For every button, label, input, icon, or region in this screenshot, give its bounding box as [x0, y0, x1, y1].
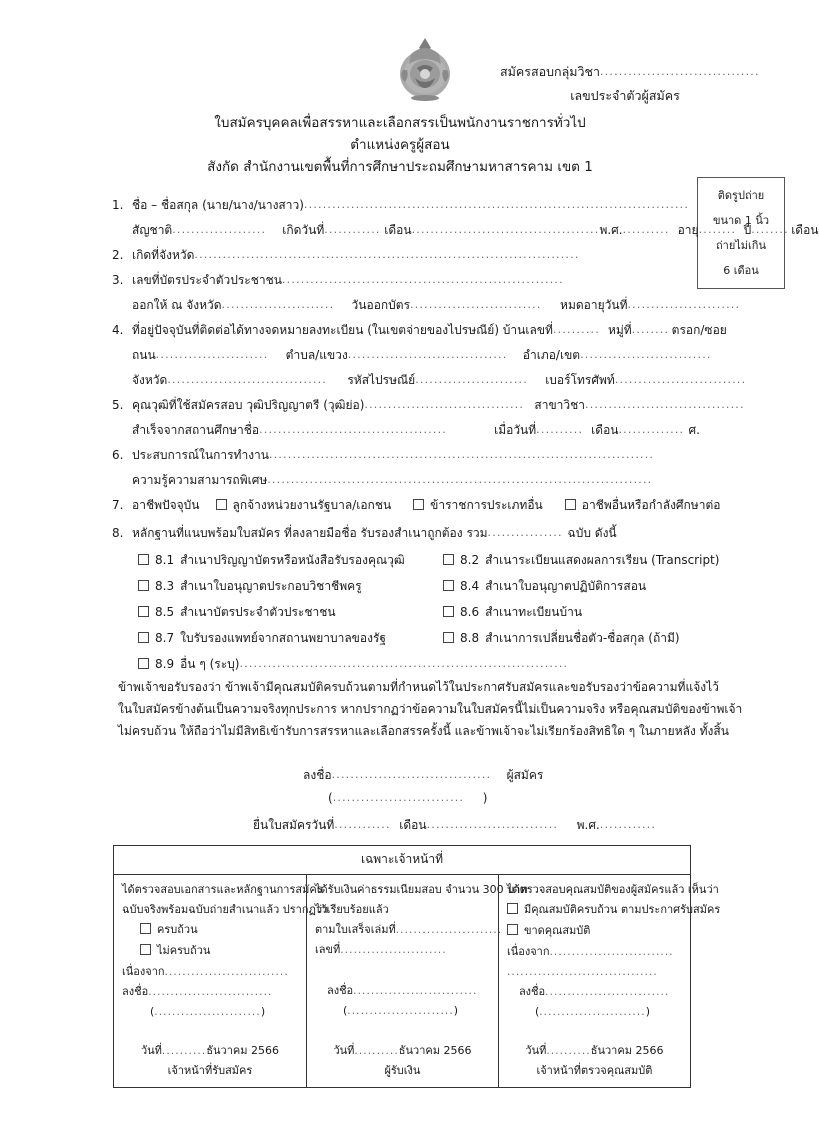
label-birth-year: พ.ศ.	[599, 223, 623, 237]
declaration-line-1: ข้าพเจ้าขอรับรองว่า ข้าพเจ้ามีคุณสมบัติครบถ้วนตามที่กำหนดไว้ในประกาศรับสมัครและขอรับรองว่าข้อความที่แจ้งไว้	[118, 680, 719, 694]
photo-box-line-4: 6 เดือน	[723, 264, 759, 277]
occupation-option-label: อาชีพอื่นหรือกำลังศึกษาต่อ	[581, 498, 721, 512]
label-age-years: ปี	[743, 223, 752, 237]
input-id-issue-date[interactable]: ............................	[410, 298, 542, 311]
qual-check-option-not-qualified[interactable]	[507, 921, 682, 942]
occupation-option-label: ข้าราชการประเภทอื่น	[430, 498, 543, 512]
attachment-item-8-8[interactable]	[443, 629, 680, 648]
input-id-number[interactable]: ............................................................	[281, 273, 564, 286]
title-line-1: ใบสมัครบุคคลเพื่อสรรหาและเลือกสรรเป็นพนักงานราชการทั่วไป	[214, 115, 586, 131]
thai-garuda-emblem	[393, 34, 457, 102]
header-right-block	[500, 62, 790, 106]
photo-box-line-1: ติดรูปถ่าย	[717, 189, 765, 202]
input-postcode[interactable]: ........................	[415, 373, 528, 386]
doc-check-sign-row	[122, 982, 298, 1002]
field-row-attachments-count	[112, 524, 690, 549]
input-id-issued-province[interactable]: ........................	[221, 298, 335, 311]
input-institution[interactable]: ........................................	[259, 423, 447, 436]
checkbox-icon[interactable]	[140, 944, 151, 955]
attachment-item-8-1[interactable]	[138, 551, 443, 570]
attachment-row	[112, 629, 690, 655]
attachment-item-8-7[interactable]	[138, 629, 443, 648]
checkbox-icon[interactable]	[140, 923, 151, 934]
attachment-label: สำเนาทะเบียนบ้าน	[485, 605, 583, 619]
input-signature-name[interactable]: ........................	[347, 1005, 454, 1017]
item-number-1: 1.	[112, 198, 124, 212]
doc-check-line-1: ได้ตรวจสอบเอกสารและหลักฐานการสมัคร	[122, 883, 323, 896]
fee-receipt-number-row	[315, 940, 490, 960]
fee-receipt-book-row	[314, 920, 503, 940]
checkbox-icon[interactable]	[443, 606, 454, 617]
subject-group-label: สมัครสอบกลุ่มวิชา	[500, 64, 601, 79]
qual-check-option-label: มีคุณสมบัติครบถ้วน ตามประกาศรับสมัคร	[523, 903, 721, 916]
input-signature-name[interactable]: ........................	[539, 1006, 646, 1018]
input-id-expire-date[interactable]: ........................	[627, 298, 741, 311]
label-full-name: ชื่อ – ชื่อสกุล (นาย/นาง/นางสาว)	[132, 198, 304, 212]
attachment-item-8-5[interactable]	[138, 603, 443, 622]
label-sign: ลงชื่อ	[326, 984, 354, 997]
qual-check-option-qualified[interactable]	[507, 900, 721, 921]
label-major: สาขาวิชา	[534, 398, 586, 412]
input-signature[interactable]: ..................................	[331, 768, 492, 781]
subject-group-dots[interactable]: ..................................	[600, 65, 760, 78]
paren-open: (	[534, 1005, 540, 1018]
input-province[interactable]: ..................................	[167, 373, 328, 386]
paren-open: (	[342, 1004, 348, 1017]
input-experience[interactable]: ..................................................................................	[269, 448, 655, 461]
doc-check-option-label: ครบถ้วน	[157, 923, 198, 936]
label-age: อายุ	[677, 223, 699, 237]
attachment-item-8-3[interactable]	[138, 577, 443, 596]
checkbox-icon[interactable]	[413, 499, 424, 510]
doc-check-option-complete[interactable]	[122, 920, 298, 941]
qual-check-line-1: ได้ตรวจสอบคุณสมบัติของผู้สมัครแล้ว เห็นว่า	[506, 883, 719, 896]
attachment-number: 8.6	[460, 605, 480, 619]
checkbox-icon[interactable]	[443, 580, 454, 591]
attachment-number: 8.4	[460, 579, 480, 593]
input-reason[interactable]: ............................	[549, 946, 674, 958]
field-row-occupation	[112, 496, 721, 524]
label-moo: หมู่ที่	[607, 323, 632, 337]
attachment-number: 8.5	[155, 605, 175, 619]
declaration-paragraph	[118, 676, 743, 742]
label-submit-date: ยื่นใบสมัครวันที่	[253, 818, 335, 832]
qual-check-sign-row	[507, 982, 682, 1002]
field-row-id-issue	[112, 296, 741, 321]
label-sign: ลงชื่อ	[303, 768, 332, 782]
label-birth-month: เดือน	[384, 223, 412, 237]
occupation-option-label: ลูกจ้างหน่วยงานรัฐบาล/เอกชน	[232, 498, 392, 512]
occupation-option-other-or-studying[interactable]	[565, 496, 721, 515]
attachment-label: สำเนาใบอนุญาตประกอบวิชาชีพครู	[180, 579, 362, 593]
label-date: วันที่	[525, 1044, 547, 1057]
input-phone[interactable]: ............................	[614, 373, 747, 386]
field-row-address	[112, 321, 727, 346]
label-date: วันที่	[140, 1044, 162, 1057]
input-reason-continued[interactable]: ..................................	[506, 966, 658, 978]
paren-open: (	[328, 791, 333, 805]
attachment-label: ใบรับรองแพทย์จากสถานพยาบาลของรัฐ	[180, 631, 387, 645]
checkbox-icon[interactable]	[507, 924, 518, 935]
attachment-number: 8.3	[155, 579, 175, 593]
attachment-label: สำเนาใบอนุญาตปฏิบัติการสอน	[485, 579, 647, 593]
qual-check-option-label: ขาดคุณสมบัติ	[523, 924, 591, 937]
doc-check-date-row	[114, 1041, 306, 1061]
signature-line	[118, 766, 688, 791]
label-graduate-month: เดือน	[591, 423, 619, 437]
paren-close: )	[260, 1005, 266, 1018]
applicant-signature-block	[118, 766, 688, 841]
item-number-7: 7.	[112, 498, 124, 512]
label-age-months: เดือน	[791, 223, 819, 237]
officials-columns	[114, 875, 721, 1087]
attachment-number: 8.8	[460, 631, 480, 645]
photo-box-line-3: ถ่ายไม่เกิน	[715, 239, 766, 252]
date-month-year: ธันวาคม 2566	[590, 1044, 664, 1057]
label-submit-month: เดือน	[399, 818, 427, 832]
label-id-issued-province: ออกให้ ณ จังหวัด	[132, 298, 222, 312]
input-attachments-count[interactable]: ................	[487, 526, 563, 539]
title-line-2: ตำแหน่งครูผู้สอน	[350, 137, 450, 153]
fee-role: ผู้รับเงิน	[384, 1064, 421, 1077]
officials-column-qualification-check	[498, 875, 721, 1087]
label-phone: เบอร์โทรศัพท์	[545, 373, 615, 387]
label-graduate-date: เมื่อวันที่	[494, 423, 537, 437]
input-reason[interactable]: ............................	[164, 966, 289, 978]
checkbox-icon[interactable]	[138, 554, 149, 565]
field-row-special-skills	[112, 471, 690, 496]
field-row-road	[112, 346, 712, 371]
label-amphoe: อำเภอ/เขต	[522, 348, 581, 362]
label-occupation: อาชีพปัจจุบัน	[132, 498, 200, 512]
input-special-skills[interactable]: ..................................................................................	[267, 473, 653, 486]
attachment-label: สำเนาระเบียนแสดงผลการเรียน (Transcript)	[485, 553, 720, 567]
attachment-item-8-6[interactable]	[443, 603, 582, 622]
input-receipt-book[interactable]: ........................	[395, 924, 503, 936]
label-tambon: ตำบล/แขวง	[285, 348, 348, 362]
label-id-number: เลขที่บัตรประจำตัวประชาชน	[132, 273, 282, 287]
item-number-3: 3.	[112, 273, 124, 287]
label-id-issue-date: วันออกบัตร	[351, 298, 411, 312]
checkbox-icon[interactable]	[443, 554, 454, 565]
input-date-day[interactable]: ..........	[546, 1045, 591, 1057]
input-submit-month[interactable]: ............................	[426, 818, 559, 831]
label-experience: ประสบการณ์ในการทำงาน	[132, 448, 269, 462]
doc-check-footer	[114, 1041, 306, 1081]
label-birth-date: เกิดวันที่	[282, 223, 325, 237]
label-special-skills: ความรู้ความสามารถพิเศษ	[132, 473, 268, 487]
officials-heading: เฉพาะเจ้าหน้าที่	[114, 846, 690, 875]
label-attachments-unit: ฉบับ ดังนี้	[567, 526, 617, 540]
input-age-years[interactable]: ........	[698, 223, 737, 236]
label-qualification: คุณวุฒิที่ใช้สมัครสอบ วุฒิปริญญาตรี (วุฒิย่อ)	[132, 398, 365, 412]
field-row-name	[112, 196, 690, 221]
doc-check-line-2: ฉบับจริงพร้อมฉบับถ่ายสำเนาแล้ว ปรากฏว่า	[122, 903, 329, 916]
attachment-checklist	[112, 551, 720, 681]
attachment-row	[112, 551, 720, 577]
subject-group-line	[500, 62, 790, 83]
input-birth-month[interactable]: ........................................	[411, 223, 600, 236]
declaration-line-3: ไม่ครบถ้วน ให้ถือว่าไม่มีสิทธิเข้ารับการสรรหาและเลือกสรรครั้งนี้ และข้าพเจ้าจะไม่เรียกร้องสิทธิใด ๆ ในภายหลัง ทั้งสิ้น	[118, 724, 729, 738]
input-age-months[interactable]: ........	[751, 223, 789, 236]
input-birth-date[interactable]: ............	[324, 223, 381, 236]
date-month-year: ธันวาคม 2566	[398, 1044, 472, 1057]
qual-check-name-row	[507, 1002, 682, 1022]
qual-check-reason-row-2	[507, 962, 682, 982]
attachment-number: 8.9	[155, 657, 175, 671]
field-row-id-number	[112, 271, 690, 296]
input-attachment-other[interactable]: ......................................................................	[239, 657, 569, 670]
input-birth-province[interactable]: ..................................................................................	[194, 248, 580, 261]
attachment-number: 8.7	[155, 631, 175, 645]
attachment-label: อื่น ๆ (ระบุ)	[180, 657, 240, 671]
title-line-3: สังกัด สำนักงานเขตพื้นที่การศึกษาประถมศึกษามหาสารคาม เขต 1	[207, 159, 593, 175]
checkbox-icon[interactable]	[138, 580, 149, 591]
attachment-label: สำเนาปริญญาบัตรหรือหนังสือรับรองคุณวุฒิ	[180, 553, 405, 567]
field-row-institution	[112, 421, 700, 446]
occupation-option-other-civil-servant[interactable]	[413, 496, 543, 515]
item-number-6: 6.	[112, 448, 124, 462]
input-nationality[interactable]: ....................	[172, 223, 267, 236]
input-signature-name[interactable]: ........................	[154, 1006, 261, 1018]
input-graduate-month[interactable]: ..............	[618, 423, 685, 436]
input-date-day[interactable]: ..........	[161, 1045, 207, 1057]
label-nationality: สัญชาติ	[132, 223, 173, 237]
checkbox-icon[interactable]	[216, 499, 227, 510]
paren-open: (	[150, 1005, 155, 1018]
item-number-8: 8.	[112, 526, 124, 540]
checkbox-icon[interactable]	[507, 903, 518, 914]
input-moo[interactable]: ........	[631, 323, 670, 336]
fee-footer	[307, 1041, 498, 1081]
paren-close: )	[645, 1005, 651, 1018]
label-institution: สำเร็จจากสถานศึกษาชื่อ	[132, 423, 260, 437]
attachment-row	[112, 603, 690, 629]
label-reason: เนื่องจาก	[506, 945, 550, 958]
label-date: วันที่	[333, 1044, 355, 1057]
fee-date-row	[307, 1041, 498, 1061]
paren-close: )	[482, 791, 488, 805]
form-title	[0, 112, 800, 178]
checkbox-icon[interactable]	[138, 606, 149, 617]
label-postcode: รหัสไปรษณีย์	[347, 373, 416, 387]
input-house-number[interactable]: ..........	[552, 323, 600, 336]
fee-line-2: ไว้เรียบร้อยแล้ว	[314, 903, 389, 916]
photo-box-line-2: ขนาด 1 นิ้ว	[712, 214, 770, 227]
field-row-experience	[112, 446, 690, 471]
label-receipt-number: เลขที่	[314, 943, 341, 956]
label-graduate-year: ศ.	[688, 423, 700, 437]
input-full-name[interactable]: ..................................................................................	[303, 198, 690, 211]
checkbox-icon[interactable]	[138, 632, 149, 643]
field-row-province-zip	[112, 371, 747, 396]
checkbox-icon[interactable]	[565, 499, 576, 510]
input-submit-year[interactable]: ............	[599, 818, 657, 831]
label-id-expire-date: หมดอายุวันที่	[560, 298, 628, 312]
paren-close: )	[453, 1004, 459, 1017]
qual-check-reason-row	[507, 942, 682, 962]
fee-sign-row	[315, 981, 490, 1001]
field-row-birth-province	[112, 246, 690, 271]
checkbox-icon[interactable]	[443, 632, 454, 643]
attachment-row	[112, 577, 690, 603]
signature-name-line	[118, 791, 688, 816]
attachment-label: สำเนาการเปลี่ยนชื่อตัว-ชื่อสกุล (ถ้ามี)	[485, 631, 680, 645]
doc-check-name-row	[122, 1002, 298, 1022]
label-address: ที่อยู่ปัจจุบันที่ติดต่อได้ทางจดหมายลงทะเบียน (ในเขตจ่ายของไปรษณีย์) บ้านเลขที่	[132, 323, 553, 337]
label-attachments: หลักฐานที่แนบพร้อมใบสมัคร ที่ลงลายมือชื่อ รับรองสำเนาถูกต้อง รวม	[132, 526, 488, 540]
input-signature[interactable]: ............................	[545, 986, 670, 998]
submission-date-line	[118, 816, 688, 841]
label-reason: เนื่องจาก	[122, 965, 165, 978]
doc-check-option-incomplete[interactable]	[122, 941, 298, 962]
input-tambon[interactable]: ..................................	[347, 348, 508, 361]
input-qualification[interactable]: ..................................	[364, 398, 525, 411]
input-signature[interactable]: ............................	[148, 986, 273, 998]
label-road: ถนน	[132, 348, 156, 362]
input-receipt-number[interactable]: ........................	[340, 944, 447, 956]
applicant-number-label: เลขประจำตัวผู้สมัคร	[570, 88, 680, 103]
attachment-number: 8.2	[460, 553, 480, 567]
input-date-day[interactable]: ..........	[354, 1045, 399, 1057]
input-signature-name[interactable]: ............................	[332, 791, 465, 804]
label-province: จังหวัด	[132, 373, 168, 387]
label-sign: ลงชื่อ	[122, 985, 149, 998]
label-soi: ตรอก/ซอย	[671, 323, 727, 337]
checkbox-icon[interactable]	[138, 658, 149, 669]
qual-check-role: เจ้าหน้าที่ตรวจคุณสมบัติ	[536, 1064, 653, 1077]
item-number-5: 5.	[112, 398, 124, 412]
item-number-2: 2.	[112, 248, 124, 262]
qual-check-date-row	[499, 1041, 690, 1061]
fee-name-row	[315, 1001, 490, 1021]
attachment-item-8-2[interactable]	[443, 551, 719, 570]
label-applicant: ผู้สมัคร	[506, 768, 544, 782]
label-submit-year: พ.ศ.	[576, 818, 600, 832]
officials-only-section	[113, 845, 721, 1088]
fee-line-1: ได้รับเงินค่าธรรมเนียมสอบ จำนวน 300 บาท	[314, 883, 528, 896]
doc-check-option-label: ไม่ครบถ้วน	[157, 944, 211, 957]
qual-check-footer	[499, 1041, 690, 1081]
field-row-qualification	[112, 396, 745, 421]
attachment-item-8-4[interactable]	[443, 577, 646, 596]
attachment-number: 8.1	[155, 553, 175, 567]
input-amphoe[interactable]: ............................	[580, 348, 712, 361]
input-road[interactable]: ........................	[155, 348, 269, 361]
declaration-line-2: ในใบสมัครข้างต้นเป็นความจริงทุกประการ หากปรากฏว่าข้อความในใบสมัครนี้ไม่เป็นความจริง หรือคุณสมบัติของข้าพเจ้า	[118, 702, 743, 716]
label-sign: ลงชื่อ	[518, 985, 546, 998]
input-birth-year[interactable]: ..........	[622, 223, 670, 236]
doc-check-reason-row	[122, 962, 298, 982]
date-month-year: ธันวาคม 2566	[206, 1044, 279, 1057]
input-graduate-date[interactable]: ..........	[536, 423, 584, 436]
input-signature[interactable]: ............................	[353, 985, 478, 997]
occupation-option-government-private[interactable]	[216, 496, 392, 515]
input-major[interactable]: ..................................	[585, 398, 745, 411]
attachment-label: สำเนาบัตรประจำตัวประชาชน	[180, 605, 336, 619]
doc-check-role: เจ้าหน้าที่รับสมัคร	[167, 1064, 253, 1077]
label-receipt-book: ตามใบเสร็จเล่มที่	[314, 923, 396, 936]
label-birth-province: เกิดที่จังหวัด	[132, 248, 195, 262]
item-number-4: 4.	[112, 323, 124, 337]
input-submit-day[interactable]: ............	[334, 818, 391, 831]
